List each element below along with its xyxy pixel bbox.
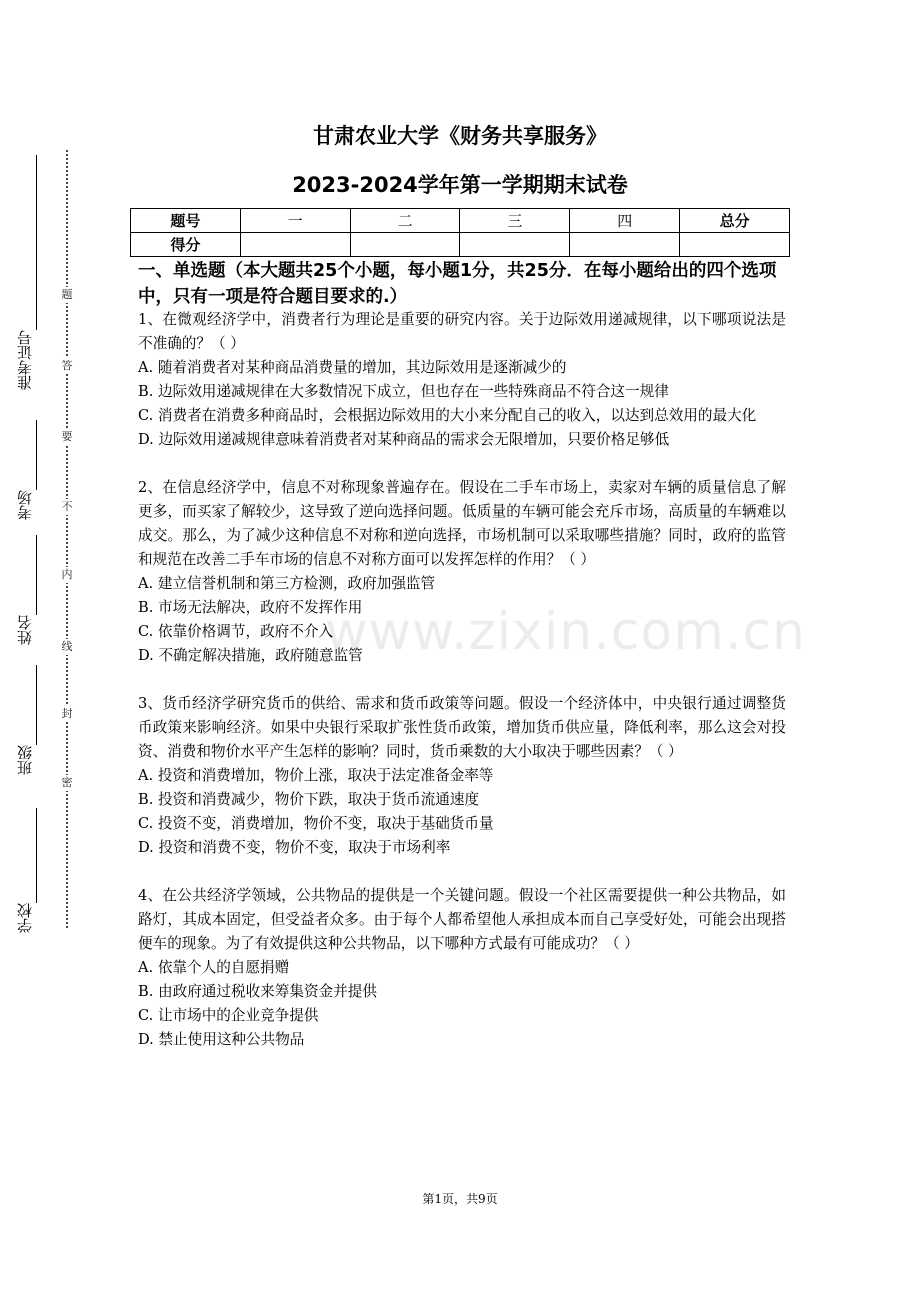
- question-stem: 1、在微观经济学中，消费者行为理论是重要的研究内容。关于边际效用递减规律，以下哪项说法是不准确的？（ ）: [138, 311, 786, 352]
- exam-subtitle: 2023-2024学年第一学期期末试卷: [292, 173, 628, 197]
- option-b: B. 由政府通过税收来筹集资金并提供: [138, 983, 377, 1000]
- score-cell[interactable]: [240, 233, 350, 257]
- score-cell[interactable]: [680, 233, 790, 257]
- score-table-header-cell: 题号: [131, 209, 241, 233]
- score-table-score-row: [131, 233, 790, 257]
- seal-char: 封: [61, 707, 73, 720]
- question-list: [138, 308, 786, 1076]
- field-line-class: [36, 665, 37, 745]
- field-label-name: 姓名: [16, 615, 34, 645]
- seal-char: 题: [61, 288, 73, 301]
- question-item: [138, 692, 786, 860]
- score-table-header-cell: 二: [350, 209, 460, 233]
- field-label-school: 学校: [16, 903, 34, 933]
- option-a: A. 随着消费者对某种商品消费量的增加，其边际效用是逐渐减少的: [138, 359, 567, 376]
- question-item: [138, 884, 786, 1052]
- option-a: A. 建立信誉机制和第三方检测，政府加强监管: [138, 575, 436, 592]
- score-table-header-cell: 一: [240, 209, 350, 233]
- score-table-header-row: [131, 209, 790, 233]
- question-stem: 4、在公共经济学领域，公共物品的提供是一个关键问题。假设一个社区需要提供一种公共物品，如路灯，其成本固定，但受益者众多。由于每个人都希望他人承担成本而自己享受好处，可能会出现搭便车的现象。为了有效提供这种公共物品，以下哪种方式最有可能成功？（ ）: [138, 887, 786, 952]
- option-a: A. 依靠个人的自愿捐赠: [138, 959, 290, 976]
- score-table-header-cell: 三: [460, 209, 570, 233]
- option-d: D. 不确定解决措施，政府随意监管: [138, 647, 363, 664]
- field-line-name: [36, 535, 37, 615]
- option-c: C. 消费者在消费多种商品时，会根据边际效用的大小来分配自己的收入，以达到总效用的最大化: [138, 407, 757, 424]
- field-label-exam-room: 考场: [16, 490, 34, 520]
- option-c: C. 投资不变，消费增加，物价不变，取决于基础货币量: [138, 815, 494, 832]
- score-cell[interactable]: [570, 233, 680, 257]
- field-line-school: [36, 808, 37, 903]
- option-d: D. 边际效用递减规律意味着消费者对某种商品的需求会无限增加，只要价格足够低: [138, 431, 670, 448]
- seal-char: 密: [61, 776, 73, 789]
- option-b: B. 市场无法解决，政府不发挥作用: [138, 599, 363, 616]
- seal-char: 不: [61, 500, 73, 513]
- score-table-row-label: 得分: [131, 233, 241, 257]
- section-heading: 一、单选题（本大题共25个小题，每小题1分，共25分．在每小题给出的四个选项中，只有一项是符合题目要求的.）: [138, 261, 777, 307]
- score-table: [130, 208, 790, 257]
- option-d: D. 投资和消费不变，物价不变，取决于市场利率: [138, 839, 451, 856]
- score-table-header-cell: 四: [570, 209, 680, 233]
- question-stem: 2、在信息经济学中，信息不对称现象普遍存在。假设在二手车市场上，卖家对车辆的质量信息了解更多，而买家了解较少，这导致了逆向选择问题。低质量的车辆可能会充斥市场，高质量的车辆难以成交。那么，为了减少这种信息不对称和逆向选择，市场机制可以采取哪些措施？同时，政府的监管和规范在改善二手车市场的信息不对称方面可以发挥怎样的作用？（ ）: [138, 479, 786, 568]
- question-item: [138, 476, 786, 668]
- watermark: www.zixin.com.cn: [325, 602, 806, 662]
- seal-char: 线: [61, 640, 73, 653]
- question-stem: 3、货币经济学研究货币的供给、需求和货币政策等问题。假设一个经济体中，中央银行通过调整货币政策来影响经济。如果中央银行采取扩张性货币政策，增加货币供应量，降低利率，那么这会对投资、消费和物价水平产生怎样的影响？同时，货币乘数的大小取决于哪些因素？（ ）: [138, 695, 786, 760]
- option-a: A. 投资和消费增加，物价上涨，取决于法定准备金率等: [138, 767, 494, 784]
- option-d: D. 禁止使用这种公共物品: [138, 1031, 305, 1048]
- seal-dotted-line: [66, 150, 68, 928]
- option-b: B. 投资和消费减少，物价下跌，取决于货币流通速度: [138, 791, 480, 808]
- option-b: B. 边际效用递减规律在大多数情况下成立，但也存在一些特殊商品不符合这一规律: [138, 383, 669, 400]
- seal-char: 要: [61, 430, 73, 443]
- score-table-header-cell: 总分: [680, 209, 790, 233]
- score-cell[interactable]: [460, 233, 570, 257]
- field-line-exam-room: [36, 420, 37, 490]
- question-item: [138, 308, 786, 452]
- exam-title: 甘肃农业大学《财务共享服务》: [313, 124, 607, 148]
- page-number: 第1页，共9页: [422, 1192, 498, 1206]
- option-c: C. 让市场中的企业竞争提供: [138, 1007, 319, 1024]
- score-cell[interactable]: [350, 233, 460, 257]
- seal-char: 内: [61, 568, 73, 581]
- field-label-exam-number: 准考证号: [16, 330, 34, 390]
- seal-char: 答: [61, 359, 73, 372]
- option-c: C. 依靠价格调节，政府不介入: [138, 623, 334, 640]
- field-label-class: 班级: [16, 745, 34, 775]
